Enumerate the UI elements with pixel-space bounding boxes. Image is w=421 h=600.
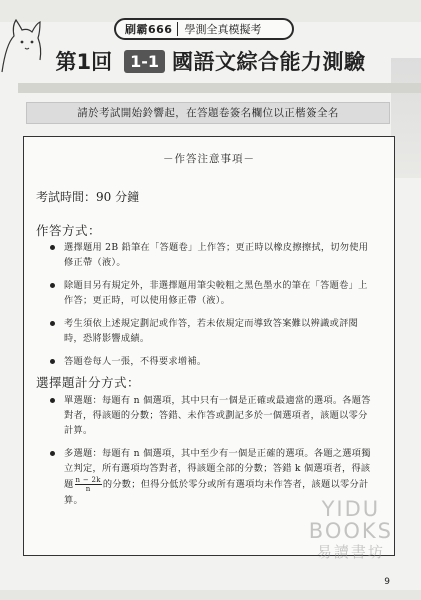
publisher-watermark <box>309 498 393 562</box>
bullet-icon <box>50 398 55 403</box>
list-item <box>50 240 372 270</box>
bullet-icon <box>50 321 55 326</box>
fraction-numerator: n − 2k <box>75 476 101 484</box>
rule-text: 答題卷每人一張，不得要求增補。 <box>64 356 207 367</box>
series-badge <box>114 18 294 40</box>
right-decoration <box>391 58 421 178</box>
instructions-panel <box>23 136 395 556</box>
signature-notice: 請於考試開始鈴響起，在答題卷簽名欄位以正楷簽全名 <box>26 102 390 124</box>
list-item <box>50 393 372 438</box>
list-item <box>50 316 372 346</box>
round-label: 第1回 <box>55 50 113 74</box>
watermark-line2: BOOKS <box>308 519 393 543</box>
exam-title <box>0 46 421 76</box>
rule-text: 考生須依上述規定劃記或作答，若未依規定而導致答案難以辨識或評閱時，恐將影響成績。 <box>64 318 359 344</box>
instructions-title: －作答注意事項－ <box>163 153 255 165</box>
bullet-icon <box>50 283 55 288</box>
page-number: 9 <box>384 577 390 587</box>
scoring-heading: 選擇題計分方式： <box>36 375 141 390</box>
subject-title: 國語文綜合能力測驗 <box>172 50 366 74</box>
watermark-line1: YIDU <box>321 497 381 521</box>
list-item <box>50 278 372 308</box>
score-fraction <box>75 476 102 493</box>
series-label: 學測全真模擬考 <box>184 23 262 36</box>
rule-text: 選擇題用 2B 鉛筆在「答題卷」上作答；更正時以橡皮擦擦拭，切勿使用修正帶（液）。 <box>64 242 369 268</box>
test-code-badge: 1-1 <box>124 50 165 73</box>
bullet-icon <box>50 451 55 456</box>
watermark-line3: 易讀書坊 <box>316 543 385 561</box>
list-item <box>50 354 372 369</box>
page-footer-band <box>0 590 421 600</box>
bullet-icon <box>50 245 55 250</box>
rule-text: 多選題：每題有 n 個選項，其中至少有一個是正確的選項。各題之選項獨立判定，所有選項均答對者，得該題全部的分數；答錯 k 個選項者，得該題 <box>64 448 371 490</box>
rule-text: 的分數；但得分低於零分或所有選項均未作答者，該題以零分計算。 <box>64 479 369 506</box>
bullet-icon <box>50 359 55 364</box>
divider-band <box>18 83 421 93</box>
exam-time: 考試時間：90 分鐘 <box>36 190 140 204</box>
rule-text: 單選題：每題有 n 個選項，其中只有一個是正確或最適當的選項。各題答對者，得該題的分數；答錯、未作答或劃記多於一個選項者，該題以零分計算。 <box>64 395 371 436</box>
answering-rules <box>50 240 372 377</box>
answering-heading: 作答方式： <box>36 223 102 238</box>
brand-label: 刷霸666 <box>125 23 173 36</box>
rule-text: 除題目另有規定外，非選擇題用筆尖較粗之黑色墨水的筆在「答題卷」上作答；更正時，可以使用修正帶（液）。 <box>64 280 368 306</box>
fraction-denominator: n <box>85 485 91 493</box>
